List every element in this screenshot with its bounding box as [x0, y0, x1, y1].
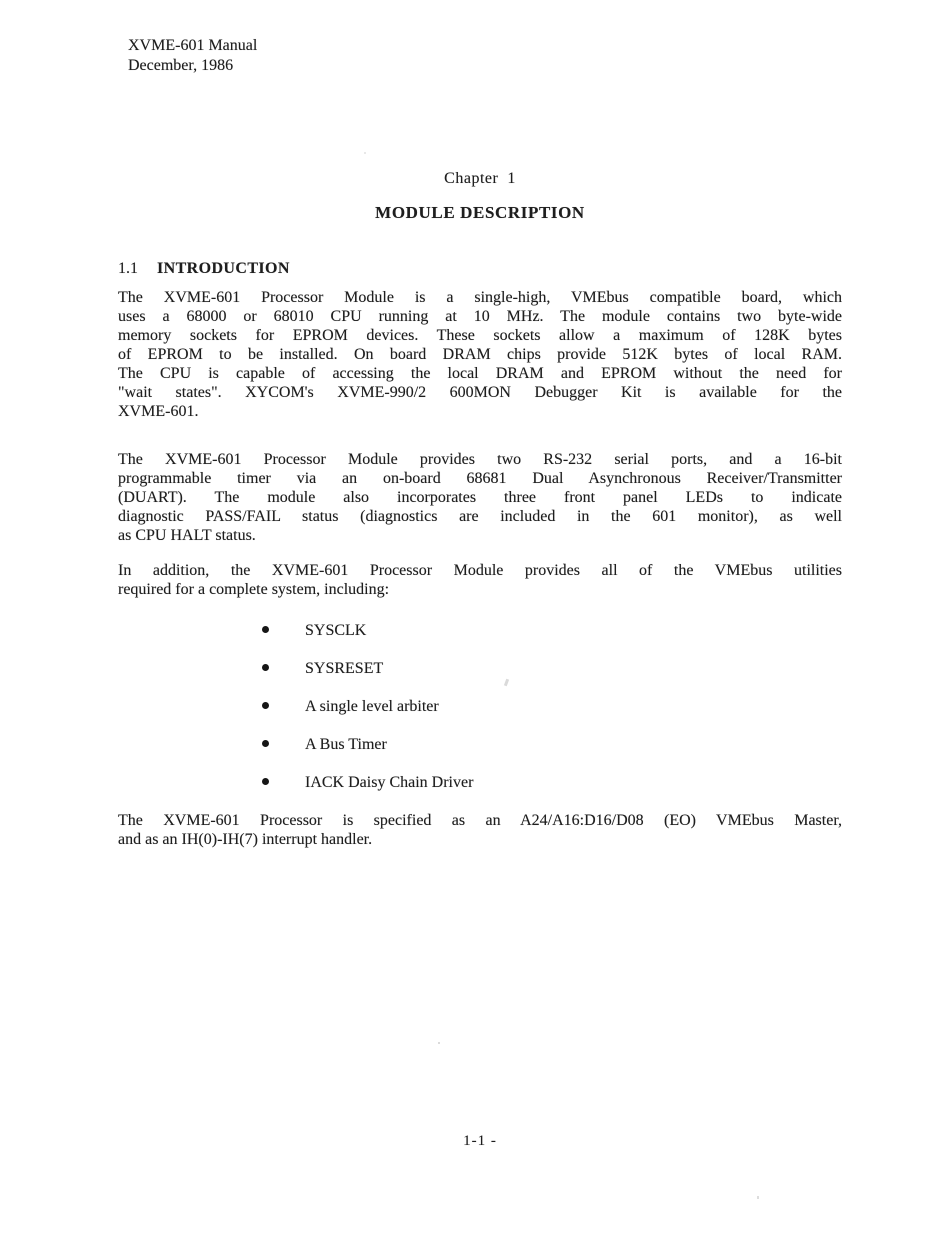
feature-label: A Bus Timer: [305, 736, 387, 753]
closing-paragraph: [118, 811, 842, 849]
scan-artifact: [364, 152, 366, 154]
text-line: and as an IH(0)-IH(7) interrupt handler.: [118, 831, 373, 848]
manual-title: XVME-601 Manual: [128, 37, 258, 54]
list-item: [118, 697, 842, 716]
list-item: [118, 621, 842, 640]
vmebus-utilities-list: [118, 621, 842, 792]
bullet-icon: [262, 664, 269, 671]
text-line: The XVME-601 Processor is specified as an A24/A16:D16/D08 (EO) VMEbus Master,: [118, 812, 842, 829]
text-line: uses a 68000 or 68010 CPU running at 10 MHz. The module contains two byte-wide: [118, 308, 842, 325]
page-number: 1-1 -: [463, 1133, 497, 1149]
feature-label: SYSRESET: [305, 660, 384, 677]
section-title: INTRODUCTION: [157, 260, 290, 277]
text-line: of EPROM to be installed. On board DRAM chips provide 512K bytes of local RAM.: [118, 346, 842, 363]
intro-paragraph-2: [118, 450, 842, 545]
manual-date: December, 1986: [128, 57, 234, 74]
bullet-icon: [262, 740, 269, 747]
bullet-icon: [262, 778, 269, 785]
chapter-heading: Chapter 1: [444, 170, 516, 187]
feature-label: A single level arbiter: [305, 698, 439, 715]
list-item: [118, 773, 842, 792]
feature-label: IACK Daisy Chain Driver: [305, 774, 474, 791]
text-line: memory sockets for EPROM devices. These sockets allow a maximum of 128K bytes: [118, 327, 842, 344]
section-heading: [118, 259, 842, 278]
intro-paragraph-1: [118, 288, 842, 421]
text-line: "wait states". XYCOM's XVME-990/2 600MON Debugger Kit is available for the: [118, 384, 842, 401]
document-title: MODULE DESCRIPTION: [375, 203, 585, 222]
page-header: [128, 36, 842, 76]
text-line: In addition, the XVME-601 Processor Module provides all of the VMEbus utilities: [118, 562, 842, 579]
text-line: as CPU HALT status.: [118, 527, 256, 544]
page-content: [118, 0, 842, 849]
text-line: The XVME-601 Processor Module is a single-high, VMEbus compatible board, which: [118, 289, 842, 306]
text-line: programmable timer via an on-board 68681 Dual Asynchronous Receiver/Transmitter: [118, 470, 842, 487]
feature-label: SYSCLK: [305, 622, 367, 639]
text-line: required for a complete system, including:: [118, 581, 390, 598]
text-line: diagnostic PASS/FAIL status (diagnostics are included in the 601 monitor), as well: [118, 508, 842, 525]
intro-paragraph-3: [118, 561, 842, 599]
bullet-icon: [262, 626, 269, 633]
scan-artifact: [757, 1196, 759, 1199]
list-item: [118, 659, 842, 678]
text-line: XVME-601.: [118, 403, 199, 420]
text-line: The CPU is capable of accessing the local DRAM and EPROM without the need for: [118, 365, 842, 382]
bullet-icon: [262, 702, 269, 709]
text-line: (DUART). The module also incorporates three front panel LEDs to indicate: [118, 489, 842, 506]
scan-artifact: [438, 1042, 440, 1044]
list-item: [118, 735, 842, 754]
text-line: The XVME-601 Processor Module provides two RS-232 serial ports, and a 16-bit: [118, 451, 842, 468]
section-number: 1.1: [118, 260, 138, 277]
